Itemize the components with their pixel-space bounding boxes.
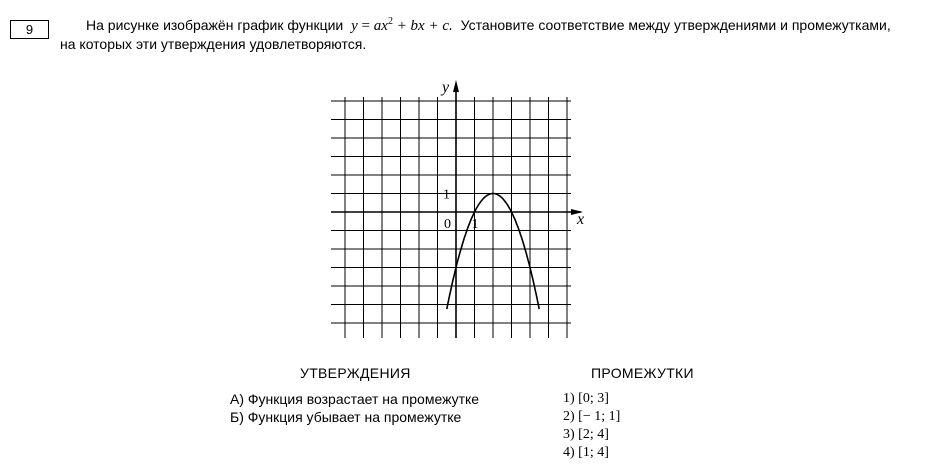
task-number: 9 bbox=[10, 20, 49, 39]
parabola-graph bbox=[330, 76, 600, 338]
statements-list bbox=[230, 390, 479, 426]
unit-y-label: 1 bbox=[443, 187, 450, 203]
interval-item-1: 1) [0; 3] bbox=[563, 391, 609, 406]
function-formula: $y = ax^2$ + bx + c. bbox=[351, 16, 453, 34]
statement-item-b: Б) Функция убывает на промежутке bbox=[230, 409, 462, 425]
interval-item-2: 2) [− 1; 1] bbox=[563, 409, 621, 424]
statement-item-a: А) Функция возрастает на промежутке bbox=[230, 391, 480, 407]
statement-text-after: Установите соответствие между утверждениями и промежутками, bbox=[460, 17, 891, 33]
statement-text-before: На рисунке изображён график функции bbox=[86, 17, 344, 33]
statement-text-line2: на которых эти утверждения удовлетворяются. bbox=[60, 36, 367, 52]
interval-item-4: 4) [1; 4] bbox=[563, 445, 609, 460]
y-axis-arrow bbox=[453, 80, 459, 92]
intervals-title: ПРОМЕЖУТКИ bbox=[591, 365, 694, 381]
axes bbox=[331, 80, 583, 338]
intervals-list bbox=[563, 390, 620, 462]
grid bbox=[331, 97, 571, 338]
origin-label: 0 bbox=[444, 217, 451, 232]
interval-item-3: 3) [2; 4] bbox=[563, 427, 609, 442]
task-statement bbox=[60, 16, 920, 53]
x-axis-label: x bbox=[577, 211, 585, 228]
y-axis-label: y bbox=[442, 79, 450, 96]
unit-x-label: 1 bbox=[471, 217, 479, 232]
statements-title: УТВЕРЖДЕНИЯ bbox=[300, 365, 411, 381]
